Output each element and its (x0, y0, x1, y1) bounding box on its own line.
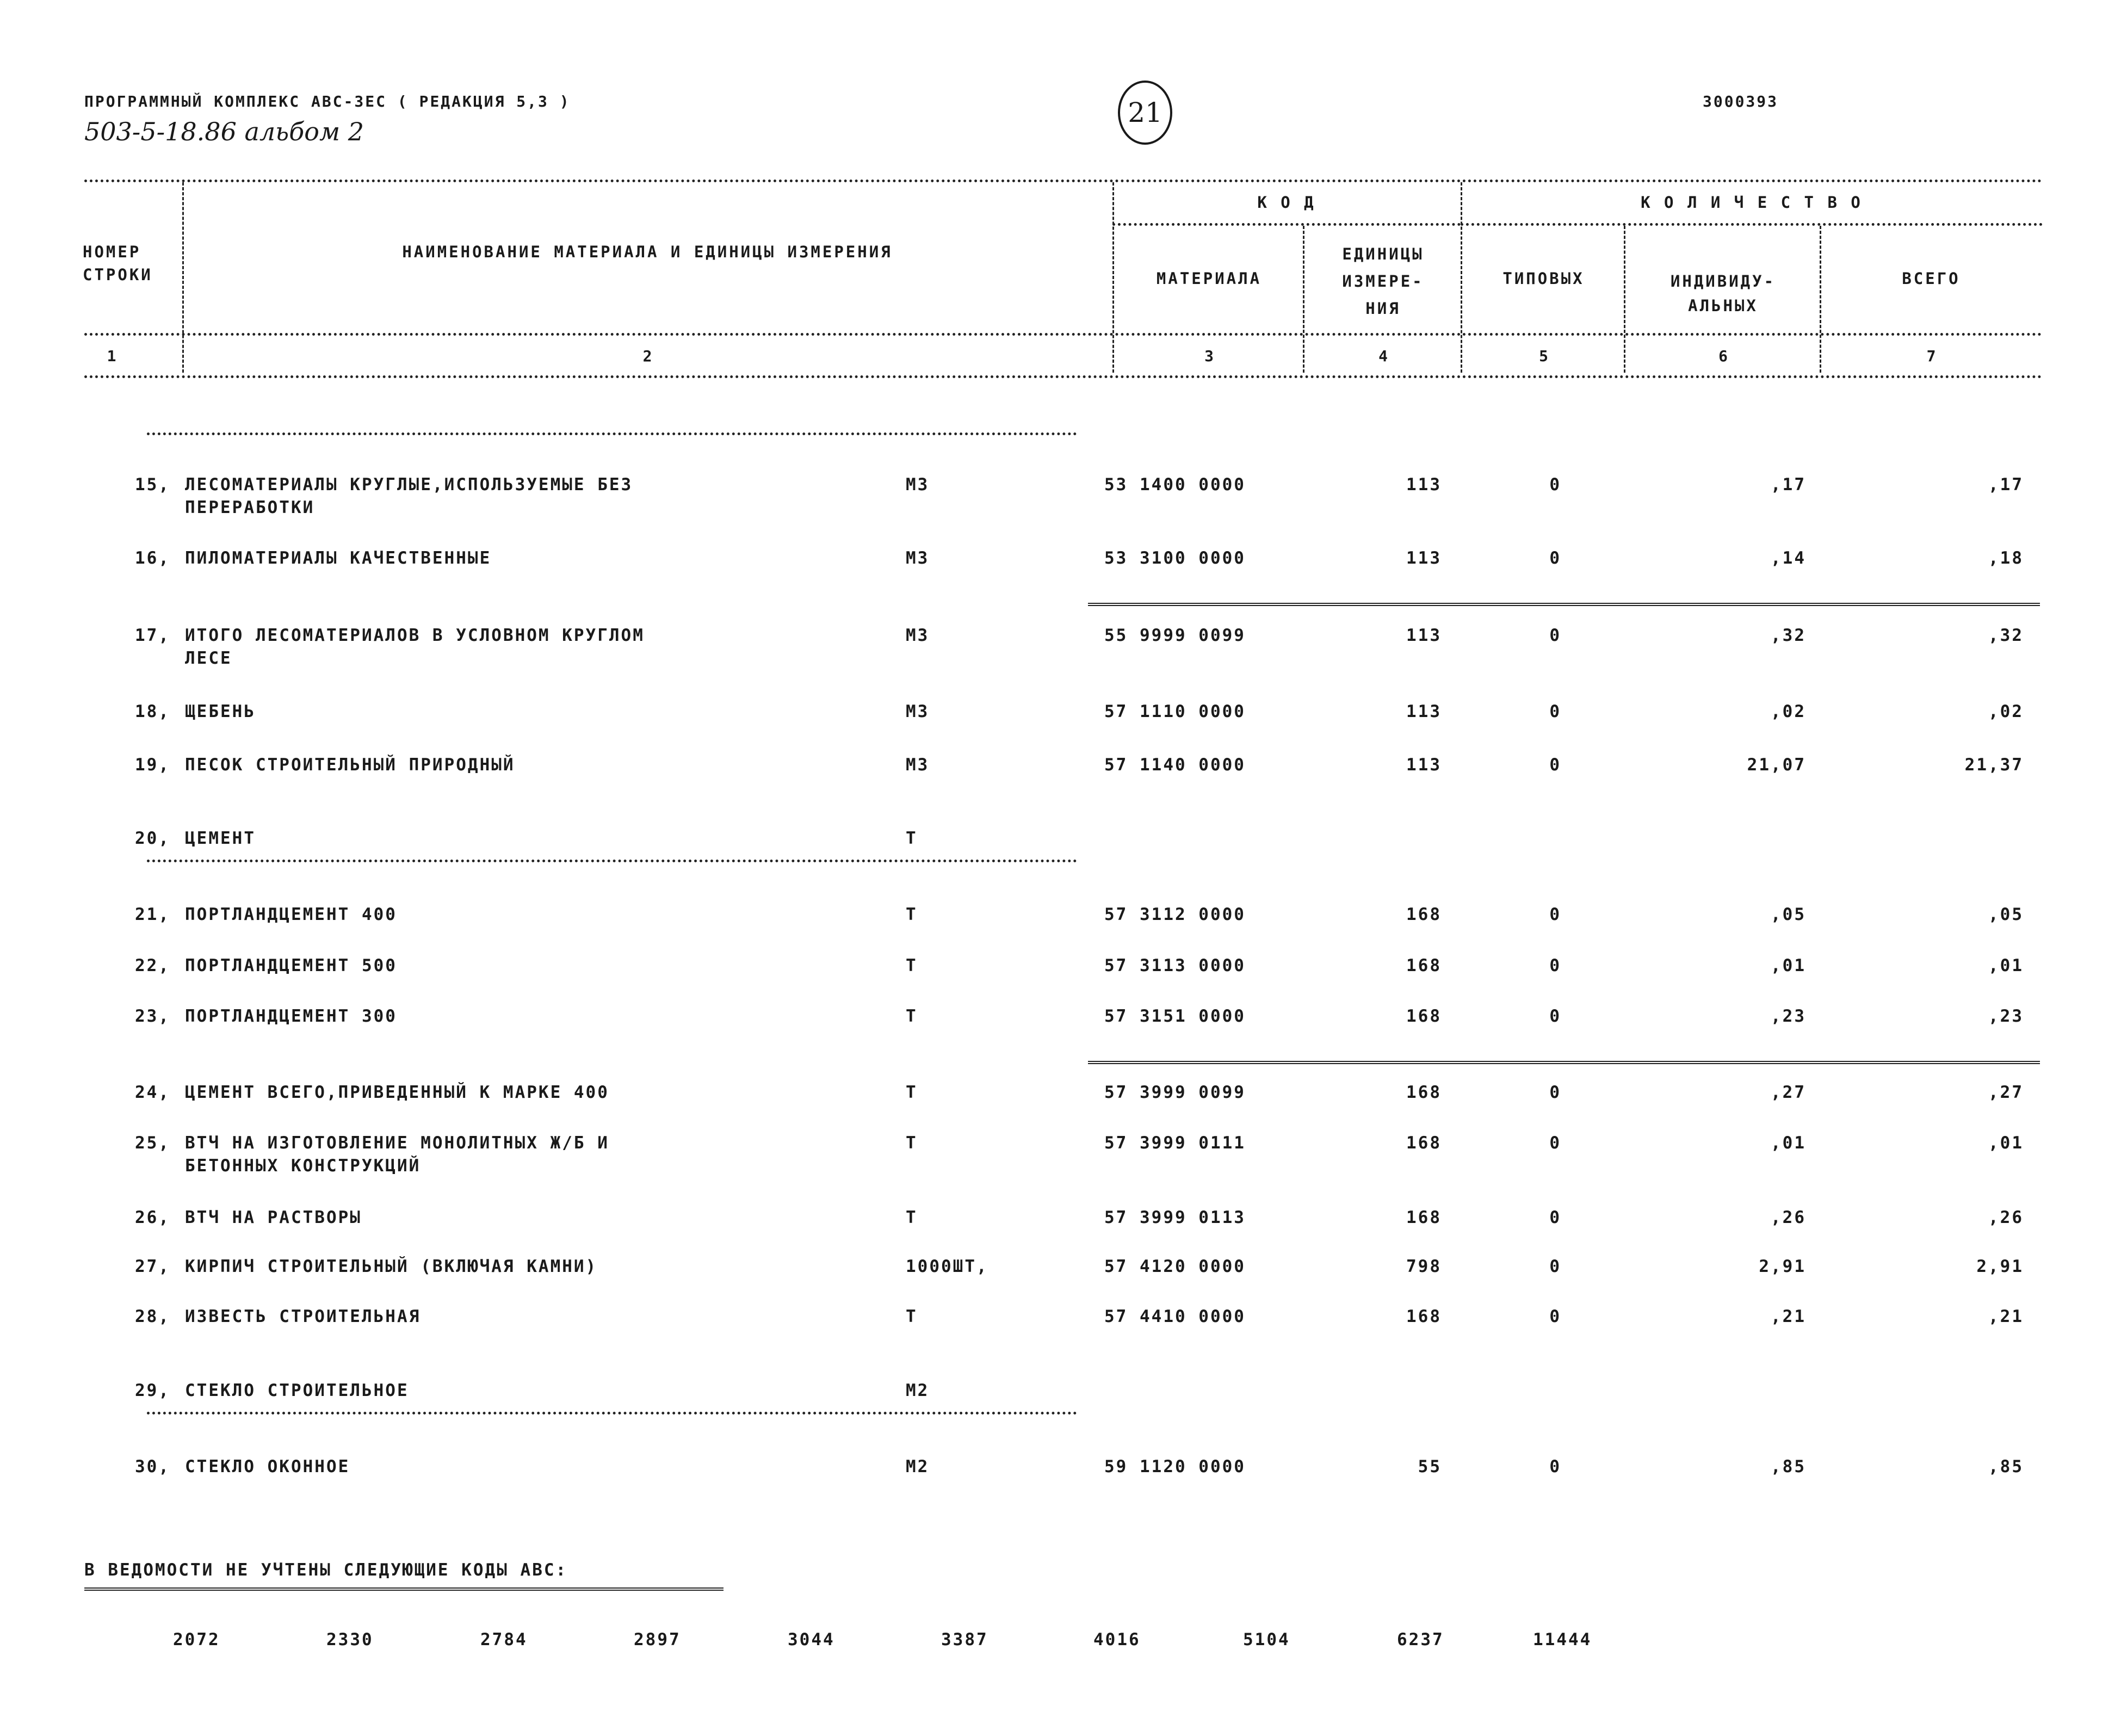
material-code: 53 3100 0000 (1104, 548, 1246, 568)
unit-code: 168 (1406, 905, 1442, 924)
unit: 1000ШТ, (906, 1257, 988, 1276)
qty-individual: ,14 (1771, 548, 1806, 568)
qty-typical: 0 (1549, 755, 1561, 775)
material-name: КИРПИЧ СТРОИТЕЛЬНЫЙ (ВКЛЮЧАЯ КАМНИ) (185, 1257, 598, 1276)
qty-total: ,23 (1988, 1006, 2024, 1026)
row-number: 24, (135, 1083, 170, 1102)
col-name-header: НАИМЕНОВАНИЕ МАТЕРИАЛА И ЕДИНИЦЫ ИЗМЕРЕНИЯ (402, 243, 893, 261)
excluded-code: 2897 (634, 1630, 681, 1649)
qty-individual: 21,07 (1747, 755, 1806, 775)
project-number: 503-5-18.86 альбом 2 (84, 117, 364, 146)
material-name: ПОРТЛАНДЦЕМЕНТ 300 (185, 1006, 397, 1026)
qty-typical: 0 (1549, 548, 1561, 568)
unit: Т (906, 1133, 918, 1153)
excluded-code: 2072 (173, 1630, 220, 1649)
qty-typical: 0 (1549, 956, 1561, 975)
qty-typical: 0 (1549, 1457, 1561, 1476)
unit-code: 168 (1406, 1006, 1442, 1026)
material-name-cont: ПЕРЕРАБОТКИ (185, 498, 315, 517)
material-name: ЦЕМЕНТ ВСЕГО,ПРИВЕДЕННЫЙ К МАРКЕ 400 (185, 1083, 609, 1102)
col-code-unit-2: ИЗМЕРЕ- (1342, 272, 1424, 291)
unit-code: 168 (1406, 1083, 1442, 1102)
col-qty-group: К О Л И Ч Е С Т В О (1641, 193, 1863, 212)
unit-code: 168 (1406, 1133, 1442, 1153)
code-subgroup-rule (1112, 223, 1461, 226)
material-code: 57 4120 0000 (1104, 1257, 1246, 1276)
unit: Т (906, 1083, 918, 1102)
material-code: 57 3999 0111 (1104, 1133, 1246, 1153)
qty-individual: ,26 (1771, 1208, 1806, 1227)
material-name: ВТЧ НА ИЗГОТОВЛЕНИЕ МОНОЛИТНЫХ Ж/Б И (185, 1133, 609, 1153)
col-number-7: 7 (1926, 347, 1936, 365)
col-divider-3 (1303, 226, 1304, 373)
row-number: 20, (135, 829, 170, 848)
col-divider-6 (1820, 226, 1821, 373)
excluded-code: 3387 (941, 1630, 988, 1649)
col-row-no-line2: СТРОКИ (83, 265, 153, 284)
excluded-code: 2330 (326, 1630, 374, 1649)
col-number-5: 5 (1539, 347, 1548, 365)
col-qty-total: ВСЕГО (1902, 269, 1961, 288)
qty-total: ,01 (1988, 1133, 2024, 1153)
excluded-code: 4016 (1093, 1630, 1141, 1649)
qty-typical: 0 (1549, 475, 1561, 495)
qty-individual: ,21 (1771, 1307, 1806, 1326)
header-mid-rule (84, 333, 2043, 336)
qty-total: ,18 (1988, 548, 2024, 568)
qty-total: ,05 (1988, 905, 2024, 924)
col-qty-typical: ТИПОВЫХ (1502, 269, 1585, 288)
material-name-cont: БЕТОННЫХ КОНСТРУКЦИЙ (185, 1156, 421, 1176)
row-number: 16, (135, 548, 170, 568)
unit-code: 113 (1406, 548, 1442, 568)
col-divider-1 (182, 182, 184, 373)
row-number: 29, (135, 1381, 170, 1400)
col-code-material: МАТЕРИАЛА (1156, 269, 1262, 288)
material-name-cont: ЛЕСЕ (185, 648, 232, 668)
qty-total: 21,37 (1964, 755, 2024, 775)
material-code: 57 3999 0099 (1104, 1083, 1246, 1102)
qty-total: ,17 (1988, 475, 2024, 495)
material-name: ИЗВЕСТЬ СТРОИТЕЛЬНАЯ (185, 1307, 421, 1326)
page-number: 21 (1118, 81, 1172, 145)
unit-code: 55 (1418, 1457, 1442, 1476)
col-number-3: 3 (1204, 347, 1214, 365)
unit: Т (906, 829, 918, 848)
footer-note-underline (84, 1587, 724, 1591)
footer-note: В ВЕДОМОСТИ НЕ УЧТЕНЫ СЛЕДУЮЩИЕ КОДЫ АВС: (84, 1560, 568, 1580)
row-number: 22, (135, 956, 170, 975)
unit: М3 (906, 548, 930, 568)
unit-code: 168 (1406, 956, 1442, 975)
subtotal-rule-cement (1088, 1061, 2040, 1064)
col-divider-5 (1624, 226, 1625, 373)
material-name: ПИЛОМАТЕРИАЛЫ КАЧЕСТВЕННЫЕ (185, 548, 492, 568)
material-code: 57 3113 0000 (1104, 956, 1246, 975)
unit-code: 113 (1406, 755, 1442, 775)
qty-individual: ,01 (1771, 956, 1806, 975)
unit: М3 (906, 626, 930, 645)
qty-typical: 0 (1549, 1133, 1561, 1153)
material-code: 57 3151 0000 (1104, 1006, 1246, 1026)
qty-typical: 0 (1549, 1006, 1561, 1026)
col-number-2: 2 (642, 347, 652, 365)
qty-total: ,27 (1988, 1083, 2024, 1102)
material-code: 55 9999 0099 (1104, 626, 1246, 645)
col-qty-individual-1: ИНДИВИДУ- (1670, 272, 1776, 291)
qty-subgroup-rule (1461, 223, 2043, 226)
unit: Т (906, 905, 918, 924)
section-rule-cement (147, 860, 1077, 862)
col-divider-4 (1461, 182, 1462, 373)
material-code: 57 3112 0000 (1104, 905, 1246, 924)
unit-code: 798 (1406, 1257, 1442, 1276)
qty-typical: 0 (1549, 626, 1561, 645)
material-name: ЩЕБЕНЬ (185, 702, 256, 721)
col-code-unit-1: ЕДИНИЦЫ (1342, 245, 1424, 263)
unit-code: 113 (1406, 475, 1442, 495)
qty-individual: ,02 (1771, 702, 1806, 721)
row-number: 21, (135, 905, 170, 924)
row-number: 19, (135, 755, 170, 775)
qty-total: 2,91 (1976, 1257, 2024, 1276)
row-number: 30, (135, 1457, 170, 1476)
material-name: СТЕКЛО ОКОННОЕ (185, 1457, 350, 1476)
qty-typical: 0 (1549, 1083, 1561, 1102)
unit: Т (906, 1208, 918, 1227)
qty-total: ,26 (1988, 1208, 2024, 1227)
unit: Т (906, 1006, 918, 1026)
excluded-code: 3044 (788, 1630, 835, 1649)
header-bottom-rule (84, 375, 2043, 378)
col-code-unit-3: НИЯ (1365, 299, 1401, 318)
col-number-1: 1 (107, 347, 116, 365)
unit: Т (906, 1307, 918, 1326)
excluded-code: 5104 (1243, 1630, 1290, 1649)
unit-code: 113 (1406, 702, 1442, 721)
unit: М2 (906, 1381, 930, 1400)
subtotal-rule-timber (1088, 603, 2040, 606)
row-number: 18, (135, 702, 170, 721)
row-number: 15, (135, 475, 170, 495)
material-name: ПОРТЛАНДЦЕМЕНТ 400 (185, 905, 397, 924)
qty-individual: ,17 (1771, 475, 1806, 495)
material-name: ИТОГО ЛЕСОМАТЕРИАЛОВ В УСЛОВНОМ КРУГЛОМ (185, 626, 645, 645)
row-number: 17, (135, 626, 170, 645)
header-top-rule (84, 180, 2043, 182)
row-number: 23, (135, 1006, 170, 1026)
material-code: 57 4410 0000 (1104, 1307, 1246, 1326)
unit-code: 168 (1406, 1208, 1442, 1227)
qty-total: ,32 (1988, 626, 2024, 645)
qty-individual: ,05 (1771, 905, 1806, 924)
excluded-code: 2784 (480, 1630, 528, 1649)
unit: М3 (906, 702, 930, 721)
col-row-no-line1: НОМЕР (83, 243, 141, 261)
document-code: 3000393 (1703, 92, 1779, 110)
row-number: 27, (135, 1257, 170, 1276)
qty-individual: 2,91 (1759, 1257, 1806, 1276)
material-code: 57 1140 0000 (1104, 755, 1246, 775)
excluded-code: 11444 (1533, 1630, 1592, 1649)
material-code: 57 1110 0000 (1104, 702, 1246, 721)
material-name: ПОРТЛАНДЦЕМЕНТ 500 (185, 956, 397, 975)
material-code: 57 3999 0113 (1104, 1208, 1246, 1227)
unit: М3 (906, 755, 930, 775)
row-number: 25, (135, 1133, 170, 1153)
material-name: ЛЕСОМАТЕРИАЛЫ КРУГЛЫЕ,ИСПОЛЬЗУЕМЫЕ БЕЗ (185, 475, 633, 495)
qty-total: ,01 (1988, 956, 2024, 975)
qty-typical: 0 (1549, 1208, 1561, 1227)
qty-individual: ,32 (1771, 626, 1806, 645)
col-number-6: 6 (1718, 347, 1728, 365)
material-name: СТЕКЛО СТРОИТЕЛЬНОЕ (185, 1381, 409, 1400)
unit-code: 168 (1406, 1307, 1442, 1326)
qty-typical: 0 (1549, 905, 1561, 924)
unit-code: 113 (1406, 626, 1442, 645)
qty-typical: 0 (1549, 702, 1561, 721)
row-number: 26, (135, 1208, 170, 1227)
material-code: 59 1120 0000 (1104, 1457, 1246, 1476)
qty-individual: ,23 (1771, 1006, 1806, 1026)
col-number-4: 4 (1378, 347, 1388, 365)
material-name: ПЕСОК СТРОИТЕЛЬНЫЙ ПРИРОДНЫЙ (185, 755, 515, 775)
qty-individual: ,01 (1771, 1133, 1806, 1153)
qty-typical: 0 (1549, 1307, 1561, 1326)
unit: М2 (906, 1457, 930, 1476)
qty-total: ,85 (1988, 1457, 2024, 1476)
material-name: ЦЕМЕНТ (185, 829, 256, 848)
material-code: 53 1400 0000 (1104, 475, 1246, 495)
unit: М3 (906, 475, 930, 495)
row-number: 28, (135, 1307, 170, 1326)
unit: Т (906, 956, 918, 975)
qty-typical: 0 (1549, 1257, 1561, 1276)
section-rule-timber (147, 433, 1077, 435)
col-qty-individual-2: АЛЬНЫХ (1688, 296, 1758, 315)
qty-individual: ,85 (1771, 1457, 1806, 1476)
col-code-group: К О Д (1257, 193, 1316, 212)
col-divider-2 (1112, 182, 1114, 373)
material-name: ВТЧ НА РАСТВОРЫ (185, 1208, 362, 1227)
program-title: ПРОГРАММНЫЙ КОМПЛЕКС АВС-3ЕС ( РЕДАКЦИЯ 5,3 ) (84, 92, 571, 110)
qty-total: ,21 (1988, 1307, 2024, 1326)
qty-total: ,02 (1988, 702, 2024, 721)
excluded-code: 6237 (1397, 1630, 1444, 1649)
section-rule-glass (147, 1412, 1077, 1414)
qty-individual: ,27 (1771, 1083, 1806, 1102)
